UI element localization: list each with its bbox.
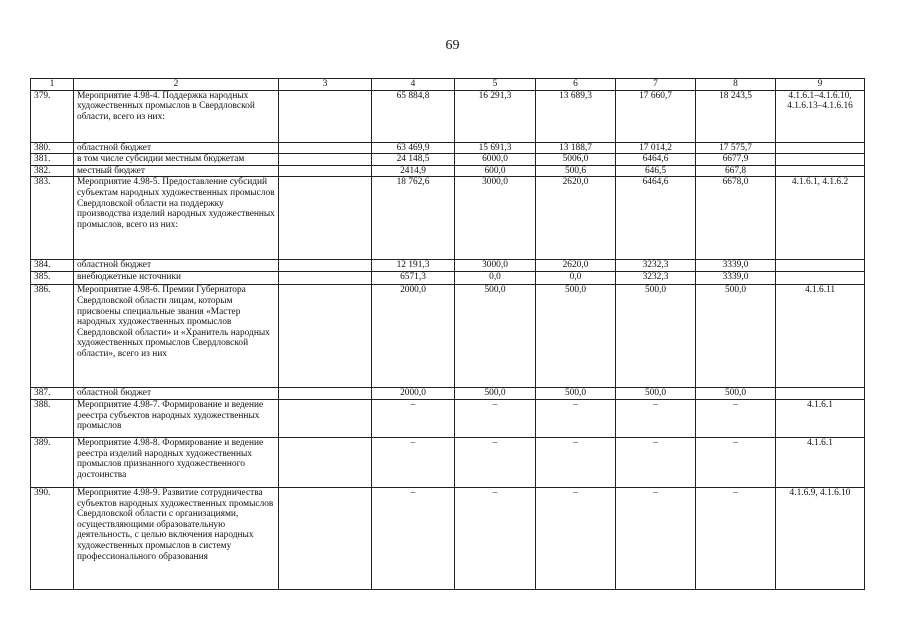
row-number: 389. bbox=[31, 437, 74, 487]
column-3-cell bbox=[279, 165, 372, 177]
column-8-cell: 667,8 bbox=[696, 165, 776, 177]
column-7-cell: 500,0 bbox=[616, 285, 696, 388]
column-5-cell: 0,0 bbox=[455, 272, 536, 285]
row-number: 381. bbox=[31, 154, 74, 166]
column-8-cell: – bbox=[696, 399, 776, 437]
row-number: 390. bbox=[31, 487, 74, 589]
table-row bbox=[31, 388, 865, 400]
row-description: Мероприятие 4.98-7. Формирование и ведение реестра субъектов народных художественных промыслов bbox=[74, 399, 279, 437]
column-3-cell bbox=[279, 399, 372, 437]
column-4-cell: 18 762,6 bbox=[372, 177, 455, 260]
row-description: внебюджетные источники bbox=[74, 272, 279, 285]
column-4-cell: 2414,9 bbox=[372, 165, 455, 177]
table-row bbox=[31, 90, 865, 142]
table-row bbox=[31, 437, 865, 487]
column-7-cell: – bbox=[616, 487, 696, 589]
column-5-cell: 500,0 bbox=[455, 388, 536, 400]
column-header: 6 bbox=[536, 79, 616, 91]
column-7-cell: – bbox=[616, 399, 696, 437]
table-row bbox=[31, 177, 865, 260]
column-8-cell: 3339,0 bbox=[696, 260, 776, 272]
target-indicator-codes bbox=[776, 154, 865, 166]
target-indicator-codes: 4.1.6.1–4.1.6.10, 4.1.6.13–4.1.6.16 bbox=[776, 90, 865, 142]
column-6-cell: 2620,0 bbox=[536, 260, 616, 272]
column-6-cell: 500,0 bbox=[536, 388, 616, 400]
column-8-cell: 500,0 bbox=[696, 388, 776, 400]
target-indicator-codes: 4.1.6.1 bbox=[776, 437, 865, 487]
column-header: 1 bbox=[31, 79, 74, 91]
table-row bbox=[31, 260, 865, 272]
page-number: 69 bbox=[445, 38, 460, 53]
row-description: Мероприятие 4.98-8. Формирование и ведение реестра изделий народных художественных промыслов признанного художественного достоинства bbox=[74, 437, 279, 487]
column-7-cell: 6464,6 bbox=[616, 154, 696, 166]
column-5-cell: – bbox=[455, 399, 536, 437]
column-5-cell: – bbox=[455, 437, 536, 487]
column-8-cell: 6678,0 bbox=[696, 177, 776, 260]
budget-table bbox=[30, 78, 865, 590]
column-8-cell: 18 243,5 bbox=[696, 90, 776, 142]
target-indicator-codes bbox=[776, 260, 865, 272]
table-row bbox=[31, 154, 865, 166]
row-number: 379. bbox=[31, 90, 74, 142]
row-description: Мероприятие 4.98-5. Предоставление субсидий субъектам народных художественных промыслов Свердловской области на поддержку производства изделий народных художественных промыслов, всего из них: bbox=[74, 177, 279, 260]
table-row bbox=[31, 142, 865, 154]
table-row bbox=[31, 399, 865, 437]
table-header-row bbox=[31, 79, 865, 91]
column-8-cell: – bbox=[696, 487, 776, 589]
column-6-cell: 2620,0 bbox=[536, 177, 616, 260]
column-header: 9 bbox=[776, 79, 865, 91]
column-3-cell bbox=[279, 90, 372, 142]
column-7-cell: 17 014,2 bbox=[616, 142, 696, 154]
column-3-cell bbox=[279, 487, 372, 589]
column-5-cell: 15 691,3 bbox=[455, 142, 536, 154]
target-indicator-codes: 4.1.6.9, 4.1.6.10 bbox=[776, 487, 865, 589]
target-indicator-codes bbox=[776, 388, 865, 400]
column-header: 3 bbox=[279, 79, 372, 91]
column-5-cell: 3000,0 bbox=[455, 260, 536, 272]
column-5-cell: 16 291,3 bbox=[455, 90, 536, 142]
column-5-cell: – bbox=[455, 487, 536, 589]
target-indicator-codes: 4.1.6.1, 4.1.6.2 bbox=[776, 177, 865, 260]
column-8-cell: 6677,9 bbox=[696, 154, 776, 166]
column-3-cell bbox=[279, 154, 372, 166]
target-indicator-codes bbox=[776, 272, 865, 285]
column-4-cell: – bbox=[372, 487, 455, 589]
column-4-cell: – bbox=[372, 399, 455, 437]
column-6-cell: – bbox=[536, 399, 616, 437]
column-3-cell bbox=[279, 285, 372, 388]
column-header: 4 bbox=[372, 79, 455, 91]
target-indicator-codes bbox=[776, 142, 865, 154]
row-description: Мероприятие 4.98-9. Развитие сотрудничества субъектов народных художественных промыслов Свердловской области с организациями, осуществляющими образовательную деятельность, с целью включения народных художественных промыслов в систему профессионального образования bbox=[74, 487, 279, 589]
column-6-cell: – bbox=[536, 487, 616, 589]
column-5-cell: 3000,0 bbox=[455, 177, 536, 260]
column-4-cell: 12 191,3 bbox=[372, 260, 455, 272]
column-4-cell: 2000,0 bbox=[372, 388, 455, 400]
column-7-cell: 6464,6 bbox=[616, 177, 696, 260]
column-header: 2 bbox=[74, 79, 279, 91]
column-7-cell: 3232,3 bbox=[616, 272, 696, 285]
row-number: 384. bbox=[31, 260, 74, 272]
column-6-cell: 13 188,7 bbox=[536, 142, 616, 154]
column-7-cell: 17 660,7 bbox=[616, 90, 696, 142]
row-description: Мероприятие 4.98-4. Поддержка народных художественных промыслов в Свердловской области, всего из них: bbox=[74, 90, 279, 142]
column-4-cell: 2000,0 bbox=[372, 285, 455, 388]
row-description: в том числе субсидии местным бюджетам bbox=[74, 154, 279, 166]
column-3-cell bbox=[279, 260, 372, 272]
column-4-cell: – bbox=[372, 437, 455, 487]
row-number: 387. bbox=[31, 388, 74, 400]
row-number: 388. bbox=[31, 399, 74, 437]
column-6-cell: 5006,0 bbox=[536, 154, 616, 166]
column-8-cell: 17 575,7 bbox=[696, 142, 776, 154]
row-description: областной бюджет bbox=[74, 388, 279, 400]
row-description: областной бюджет bbox=[74, 260, 279, 272]
row-description: Мероприятие 4.98-6. Премии Губернатора Свердловской области лицам, которым присвоены специальные звания «Мастер народных художественных промыслов Свердловской области» и «Хранитель народных художественных промыслов Свердловской области», всего из них bbox=[74, 285, 279, 388]
column-8-cell: 500,0 bbox=[696, 285, 776, 388]
column-7-cell: 500,0 bbox=[616, 388, 696, 400]
column-4-cell: 65 884,8 bbox=[372, 90, 455, 142]
column-6-cell: 0,0 bbox=[536, 272, 616, 285]
column-8-cell: – bbox=[696, 437, 776, 487]
column-4-cell: 6571,3 bbox=[372, 272, 455, 285]
target-indicator-codes bbox=[776, 165, 865, 177]
column-3-cell bbox=[279, 272, 372, 285]
column-6-cell: 13 689,3 bbox=[536, 90, 616, 142]
column-3-cell bbox=[279, 437, 372, 487]
column-6-cell: – bbox=[536, 437, 616, 487]
column-7-cell: – bbox=[616, 437, 696, 487]
column-6-cell: 500,6 bbox=[536, 165, 616, 177]
column-5-cell: 500,0 bbox=[455, 285, 536, 388]
target-indicator-codes: 4.1.6.11 bbox=[776, 285, 865, 388]
column-7-cell: 646,5 bbox=[616, 165, 696, 177]
column-header: 8 bbox=[696, 79, 776, 91]
row-number: 380. bbox=[31, 142, 74, 154]
column-3-cell bbox=[279, 177, 372, 260]
column-7-cell: 3232,3 bbox=[616, 260, 696, 272]
column-6-cell: 500,0 bbox=[536, 285, 616, 388]
column-3-cell bbox=[279, 142, 372, 154]
column-header: 5 bbox=[455, 79, 536, 91]
row-description: местный бюджет bbox=[74, 165, 279, 177]
column-4-cell: 63 469,9 bbox=[372, 142, 455, 154]
row-number: 382. bbox=[31, 165, 74, 177]
table-row bbox=[31, 165, 865, 177]
table-row bbox=[31, 272, 865, 285]
row-description: областной бюджет bbox=[74, 142, 279, 154]
column-4-cell: 24 148,5 bbox=[372, 154, 455, 166]
column-header: 7 bbox=[616, 79, 696, 91]
row-number: 385. bbox=[31, 272, 74, 285]
table-row bbox=[31, 285, 865, 388]
table-row bbox=[31, 487, 865, 589]
row-number: 386. bbox=[31, 285, 74, 388]
target-indicator-codes: 4.1.6.1 bbox=[776, 399, 865, 437]
row-number: 383. bbox=[31, 177, 74, 260]
column-5-cell: 600,0 bbox=[455, 165, 536, 177]
column-5-cell: 6000,0 bbox=[455, 154, 536, 166]
column-8-cell: 3339,0 bbox=[696, 272, 776, 285]
column-3-cell bbox=[279, 388, 372, 400]
